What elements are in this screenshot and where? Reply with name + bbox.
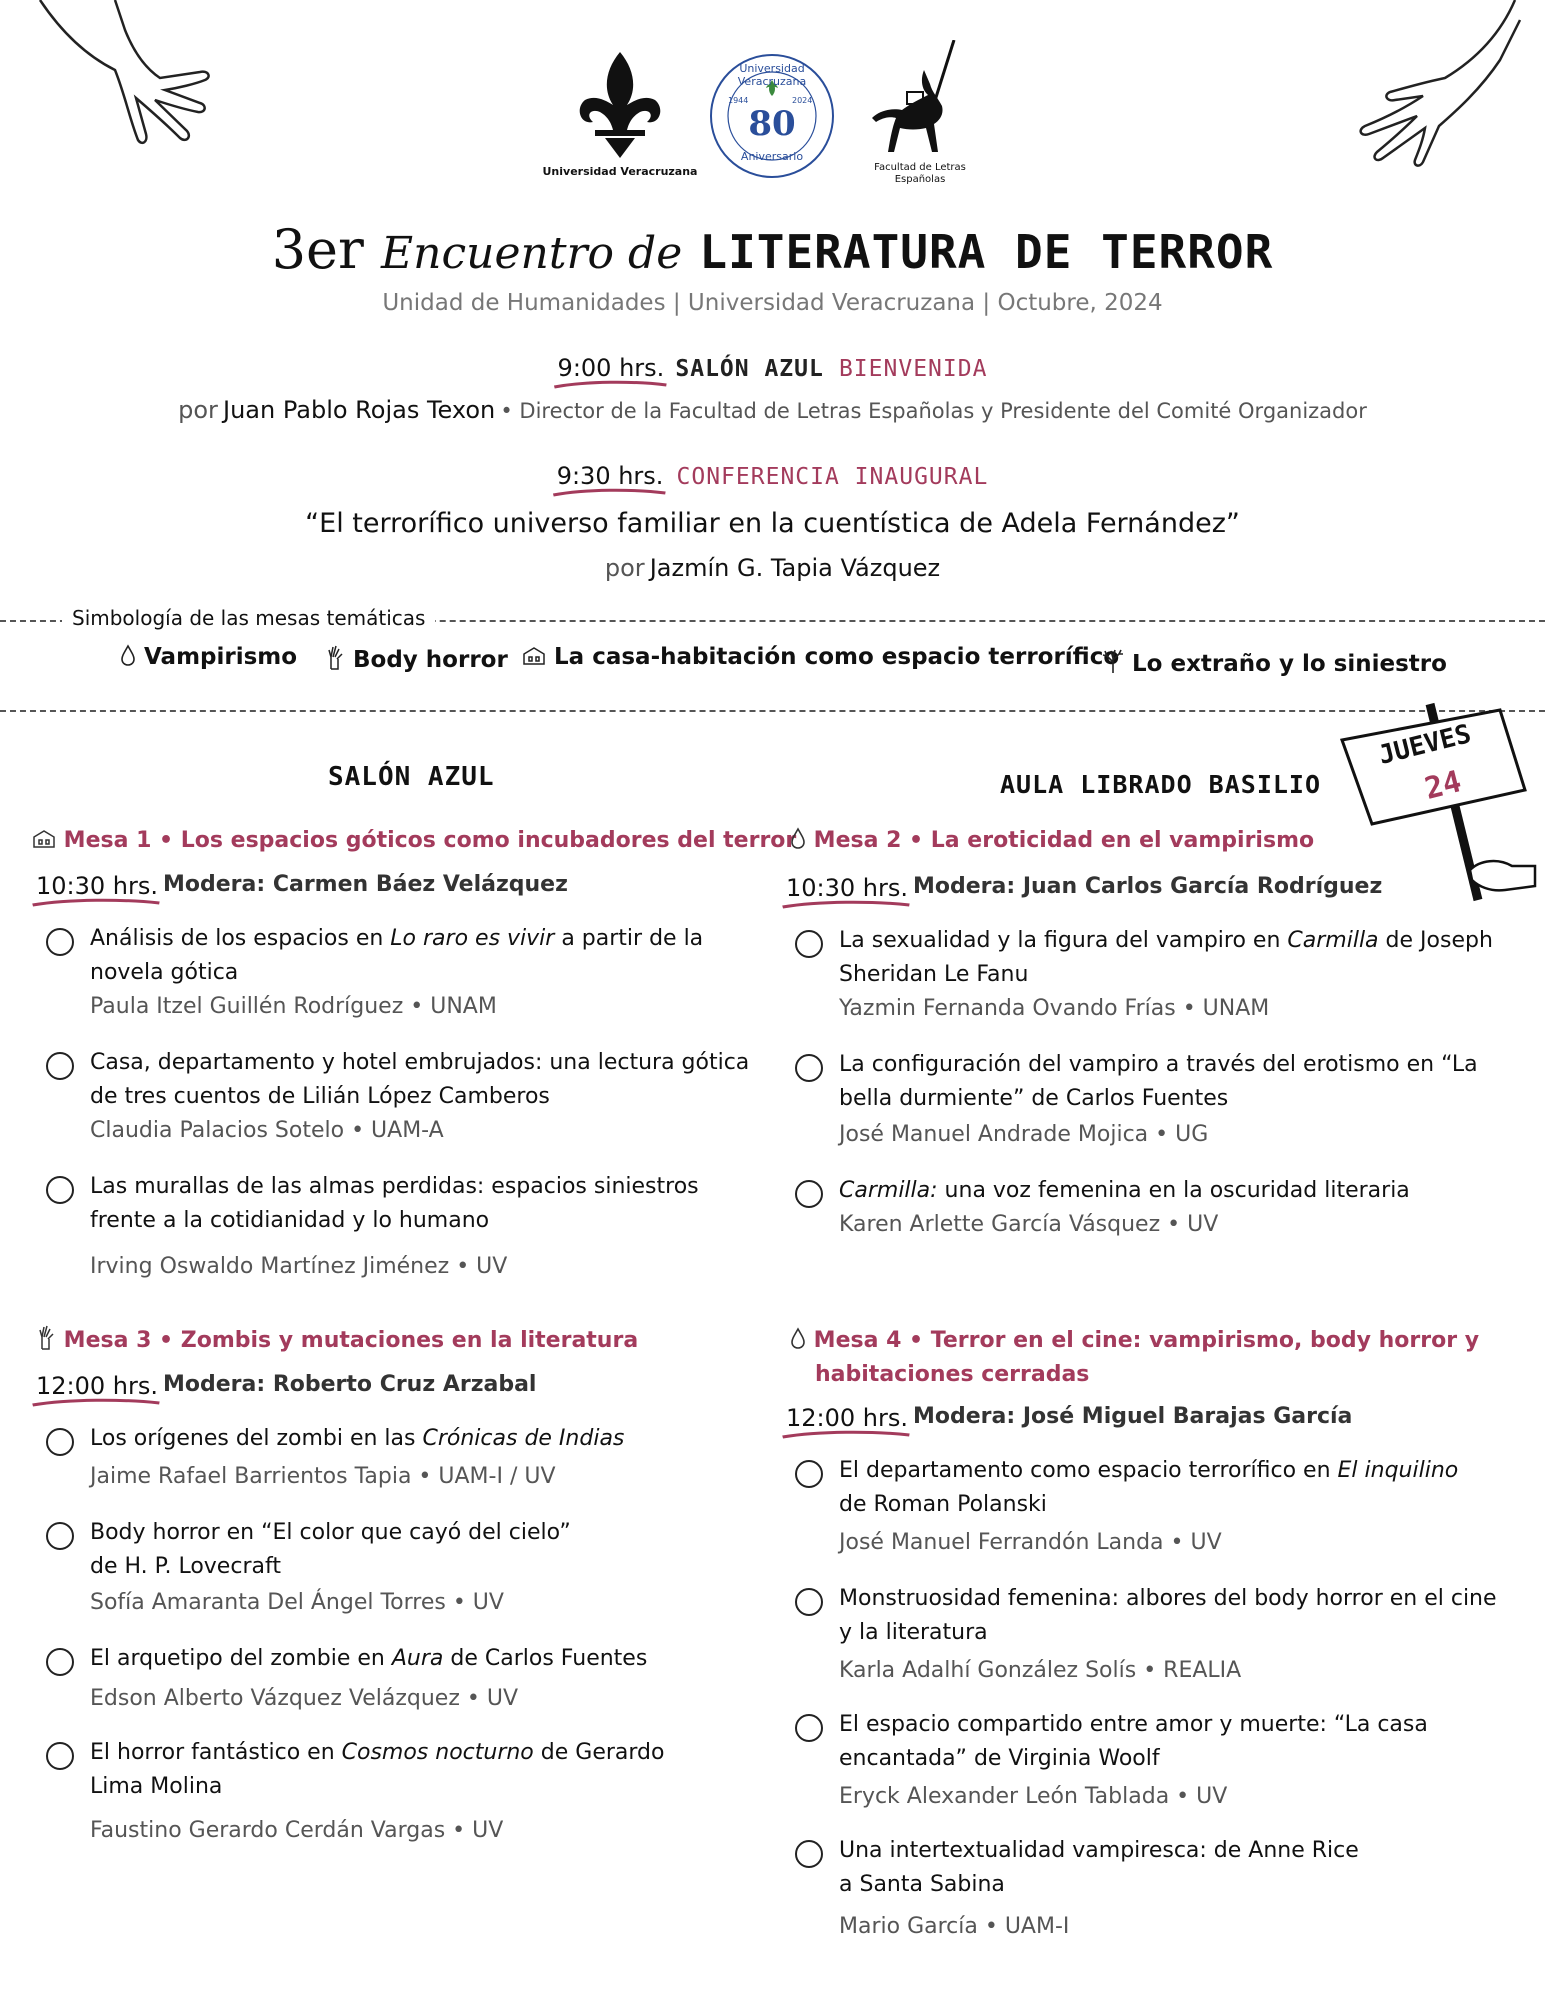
talk-checkbox[interactable]	[795, 1840, 823, 1868]
symbology-heading: Simbología de las mesas temáticas	[62, 606, 435, 630]
column-head-aula-librado-basilio: AULA LIBRADO BASILIO	[1000, 770, 1322, 799]
time-underline	[30, 1397, 162, 1409]
talk-author: Claudia Palacios Sotelo • UAM-A	[90, 1118, 444, 1143]
conference-label: CONFERENCIA INAUGURAL	[676, 464, 989, 490]
page-title	[0, 218, 1545, 281]
fle-logo-label-2: Españolas	[894, 174, 946, 185]
conference-by-prefix: por	[604, 554, 645, 582]
mesa-1-title	[32, 824, 796, 858]
uv-logo-label: Universidad Veracruzana	[542, 165, 698, 178]
time-underline	[551, 487, 668, 499]
mesa-time	[786, 1404, 908, 1432]
divider-bottom	[0, 710, 1545, 712]
mesa-2-time	[786, 874, 908, 902]
talk-title: La sexualidad y la figura del vampiro en Carmilla de Joseph Sheridan Le Fanu	[839, 928, 1493, 987]
title-script: Encuentro de	[381, 228, 683, 279]
symbol-lo-extrano	[1102, 648, 1447, 677]
mesa-time-text: 10:30 hrs.	[36, 872, 159, 900]
time-underline	[780, 1429, 912, 1441]
welcome-speaker	[0, 396, 1545, 424]
conference-time	[557, 462, 664, 490]
mesa-time	[36, 872, 158, 900]
talk-title: El espacio compartido entre amor y muerte: “La casa encantada” de Virginia Woolf	[839, 1712, 1428, 1771]
talk-author: Karla Adalhí González Solís • REALIA	[839, 1658, 1242, 1683]
mesa-title-text: Mesa 3 • Zombis y mutaciones en la literatura	[63, 1328, 639, 1353]
logo-row	[0, 40, 1545, 190]
conference-speaker	[0, 554, 1545, 582]
seal-number: 80	[748, 104, 796, 144]
seal-bottom-text: Aniversario	[740, 150, 804, 163]
talk-author: Paula Itzel Guillén Rodríguez • UNAM	[90, 994, 497, 1019]
drop-icon	[790, 827, 806, 849]
welcome-time-text: 9:00 hrs.	[557, 354, 665, 382]
talk-author: Mario García • UAM-I	[839, 1914, 1070, 1939]
talk-checkbox[interactable]	[795, 930, 823, 958]
mesa-4-moderator: Modera: José Miguel Barajas García	[913, 1404, 1353, 1429]
talk-author: Jaime Rafael Barrientos Tapia • UAM-I / UV	[90, 1464, 556, 1489]
welcome-place: SALÓN AZUL	[675, 356, 824, 382]
talk-checkbox[interactable]	[46, 1522, 74, 1550]
talk-title: Monstruosidad femenina: albores del body horror en el cine y la literatura	[839, 1586, 1497, 1645]
talk-author: Irving Oswaldo Martínez Jiménez • UV	[90, 1254, 508, 1279]
talk-checkbox[interactable]	[795, 1054, 823, 1082]
talk-title: Carmilla: una voz femenina en la oscuridad literaria	[839, 1178, 1410, 1203]
talk-title: Casa, departamento y hotel embrujados: una lectura gótica de tres cuentos de Lilián López Camberos	[90, 1050, 750, 1109]
mesa-3-time	[36, 1372, 158, 1400]
talk-checkbox[interactable]	[46, 1052, 74, 1080]
mesa-4-title	[790, 1324, 1479, 1358]
talk-title: Body horror en “El color que cayó del cielo” de H. P. Lovecraft	[90, 1520, 571, 1579]
fle-logo-label-1: Facultad de Letras	[874, 162, 966, 173]
mesa-title-text: Mesa 1 • Los espacios góticos como incubadores del terror	[63, 828, 797, 853]
welcome-label: BIENVENIDA	[838, 356, 988, 382]
time-underline	[780, 899, 912, 911]
symbol-label: La casa-habitación como espacio terrorífico	[554, 644, 1120, 670]
zombie-hand-icon	[325, 644, 345, 670]
welcome-time	[558, 354, 665, 382]
talk-checkbox[interactable]	[46, 1742, 74, 1770]
mesa-3-moderator: Modera: Roberto Cruz Arzabal	[163, 1372, 537, 1397]
mesa-time-text: 12:00 hrs.	[36, 1372, 159, 1400]
talk-checkbox[interactable]	[795, 1714, 823, 1742]
welcome-line	[0, 354, 1545, 382]
house-icon	[32, 829, 56, 849]
talk-title: El horror fantástico en Cosmos nocturno de Gerardo Lima Molina	[90, 1740, 665, 1799]
drop-icon	[120, 644, 136, 666]
conference-by-name: Jazmín G. Tapia Vázquez	[649, 554, 941, 582]
seal-year-start: 1944	[728, 96, 749, 105]
mesa-time	[36, 1372, 158, 1400]
seal-top-text: Universidad Veracruzana	[737, 62, 807, 88]
welcome-by-name: Juan Pablo Rojas Texon	[223, 396, 496, 424]
title-caps: LITERATURA DE TERROR	[699, 225, 1274, 279]
welcome-by-role: • Director de la Facultad de Letras Españolas y Presidente del Comité Organizador	[500, 399, 1367, 423]
column-head-salon-azul: SALÓN AZUL	[328, 762, 495, 792]
mesa-4-time	[786, 1404, 908, 1432]
talk-author: José Manuel Ferrandón Landa • UV	[839, 1530, 1222, 1555]
talk-checkbox[interactable]	[795, 1588, 823, 1616]
conference-time-text: 9:30 hrs.	[556, 462, 664, 490]
mesa-1-time	[36, 872, 158, 900]
mesa-2-title	[790, 824, 1314, 858]
page-subtitle: Unidad de Humanidades | Universidad Veracruzana | Octubre, 2024	[382, 290, 1163, 316]
sign-day: JUEVES	[1375, 719, 1475, 771]
symbol-label: Body horror	[353, 647, 508, 673]
talk-checkbox[interactable]	[795, 1460, 823, 1488]
talk-author: José Manuel Andrade Mojica • UG	[839, 1122, 1209, 1147]
conference-line	[0, 462, 1545, 490]
talk-checkbox[interactable]	[46, 928, 74, 956]
symbol-casa-habitacion	[522, 644, 1119, 670]
symbol-label: Lo extraño y lo siniestro	[1132, 651, 1447, 677]
conference-talk: “El terrorífico universo familiar en la cuentística de Adela Fernández”	[305, 508, 1240, 539]
talk-author: Edson Alberto Vázquez Velázquez • UV	[90, 1686, 518, 1711]
sign-date: 24	[1421, 764, 1465, 807]
talk-title: Una intertextualidad vampiresca: de Anne Rice a Santa Sabina	[839, 1838, 1359, 1897]
time-underline	[30, 897, 162, 909]
mesa-2-moderator: Modera: Juan Carlos García Rodríguez	[913, 874, 1383, 899]
talk-title: El departamento como espacio terrorífico en El inquilino de Roman Polanski	[839, 1458, 1459, 1517]
seal-year-end: 2024	[792, 96, 813, 105]
house-icon	[522, 646, 546, 666]
mesa-title-text: Mesa 2 • La eroticidad en el vampirismo	[813, 828, 1315, 853]
dead-tree-icon	[1102, 648, 1124, 674]
quixote-logo	[862, 40, 972, 160]
talk-checkbox[interactable]	[795, 1180, 823, 1208]
time-underline	[552, 379, 669, 391]
talk-author: Yazmin Fernanda Ovando Frías • UNAM	[839, 996, 1270, 1021]
title-ordinal: 3er	[271, 218, 364, 281]
symbol-body-horror	[325, 644, 508, 673]
talk-author: Sofía Amaranta Del Ángel Torres • UV	[90, 1590, 504, 1615]
mesa-4-title-continued: habitaciones cerradas	[815, 1362, 1090, 1387]
talk-title: Análisis de los espacios en Lo raro es vivir a partir de la novela gótica	[90, 926, 704, 985]
talk-author: Karen Arlette García Vásquez • UV	[839, 1212, 1219, 1237]
talk-title: Los orígenes del zombi en las Crónicas de Indias	[90, 1426, 625, 1451]
fleur-de-lis-logo	[575, 50, 665, 160]
talk-checkbox[interactable]	[46, 1176, 74, 1204]
mesa-time	[786, 874, 908, 902]
mesa-1-moderator: Modera: Carmen Báez Velázquez	[163, 872, 568, 897]
symbol-label: Vampirismo	[144, 644, 298, 670]
talk-checkbox[interactable]	[46, 1648, 74, 1676]
mesa-time-text: 10:30 hrs.	[786, 874, 909, 902]
zombie-hand-icon	[36, 1324, 56, 1350]
talk-author: Eryck Alexander León Tablada • UV	[839, 1784, 1228, 1809]
talk-title: Las murallas de las almas perdidas: espacios siniestros frente a la cotidianidad y lo humano	[90, 1174, 699, 1233]
talk-title: El arquetipo del zombie en Aura de Carlos Fuentes	[90, 1646, 648, 1671]
mesa-time-text: 12:00 hrs.	[786, 1404, 909, 1432]
talk-title: La configuración del vampiro a través del erotismo en “La bella durmiente” de Carlos Fuentes	[839, 1052, 1478, 1111]
welcome-by-prefix: por	[178, 396, 218, 424]
drop-icon	[790, 1327, 806, 1349]
mesa-title-text: Mesa 4 • Terror en el cine: vampirismo, body horror y	[813, 1328, 1480, 1353]
mesa-3-title	[36, 1324, 638, 1358]
talk-author: Faustino Gerardo Cerdán Vargas • UV	[90, 1818, 504, 1843]
talk-checkbox[interactable]	[46, 1428, 74, 1456]
symbol-vampirismo	[120, 644, 297, 670]
